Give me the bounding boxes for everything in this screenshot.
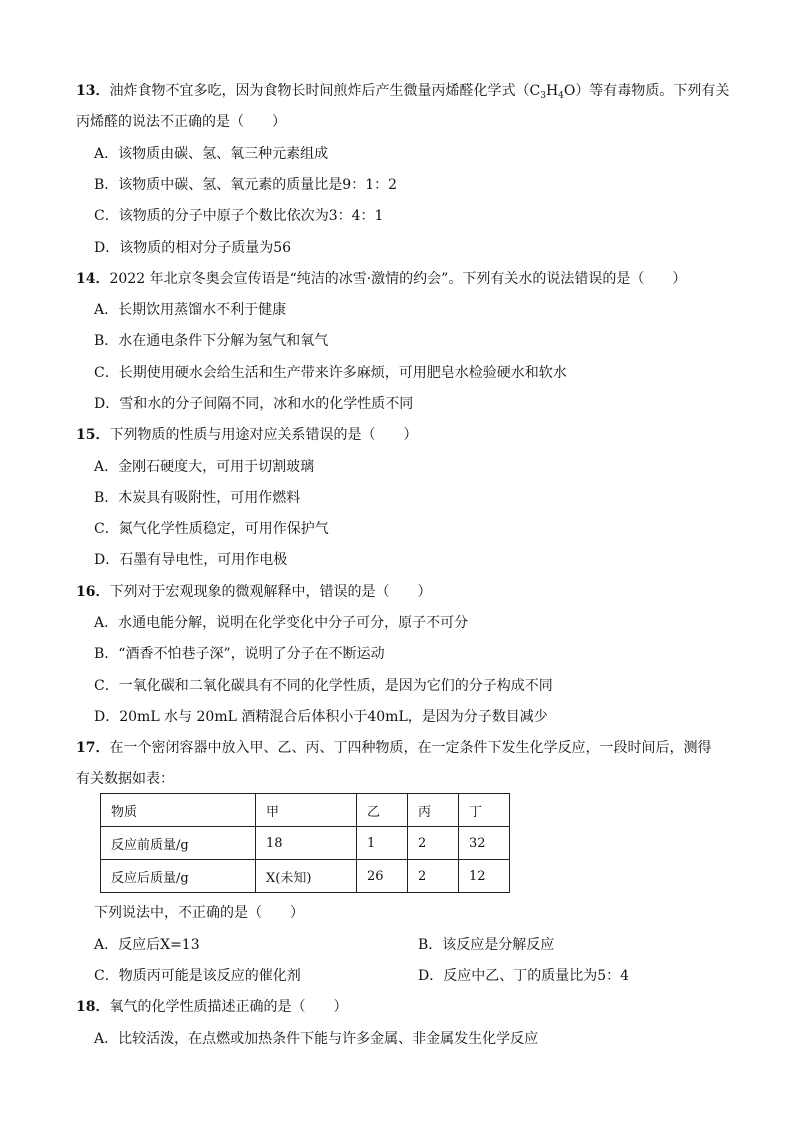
option-b: B．该物质中碳、氢、氧元素的质量比是9：1：2 xyxy=(94,177,398,193)
table-cell: 2 xyxy=(408,860,459,893)
option-c: C．氮气化学性质稳定，可用作保护气 xyxy=(94,521,329,537)
table-cell: 26 xyxy=(357,860,408,893)
option-c: C．物质丙可能是该反应的催化剂 xyxy=(94,968,301,984)
question-16-line1: 16．下列对于宏观现象的微观解释中，错误的是（ ） xyxy=(76,584,432,600)
question-number: 13． xyxy=(76,83,110,99)
option-d: D．石墨有导电性，可用作电极 xyxy=(94,552,288,568)
table-cell: 18 xyxy=(256,827,357,860)
question-number: 17． xyxy=(76,740,110,756)
option-a: A．金刚石硬度大，可用于切割玻璃 xyxy=(94,459,315,475)
table-cell: 32 xyxy=(459,827,510,860)
question-13-line2: 丙烯醛的说法不正确的是（ ） xyxy=(76,114,286,130)
option-d: D．该物质的相对分子质量为56 xyxy=(94,240,292,256)
table-header-cell: 甲 xyxy=(256,794,357,827)
option-c: C．长期使用硬水会给生活和生产带来许多麻烦，可用肥皂水检验硬水和软水 xyxy=(94,365,567,381)
table-cell: 1 xyxy=(357,827,408,860)
question-17-prompt: 下列说法中，不正确的是（ ） xyxy=(94,905,304,921)
table-header-cell: 丙 xyxy=(408,794,459,827)
table-cell: 2 xyxy=(408,827,459,860)
option-a: A．比较活泼，在点燃或加热条件下能与许多金属、非金属发生化学反应 xyxy=(94,1031,539,1047)
question-18-line1: 18．氧气的化学性质描述正确的是（ ） xyxy=(76,999,348,1015)
option-a: A．长期饮用蒸馏水不利于健康 xyxy=(94,302,287,318)
option-d: D．反应中乙、丁的质量比为5：4 xyxy=(418,968,630,984)
option-b: B．“酒香不怕巷子深”，说明了分子在不断运动 xyxy=(94,646,385,662)
option-b: B．水在通电条件下分解为氢气和氧气 xyxy=(94,333,329,349)
option-b: B．木炭具有吸附性，可用作燃料 xyxy=(94,490,301,506)
table-cell: 12 xyxy=(459,860,510,893)
table-header-row xyxy=(101,794,510,827)
table-cell: 反应后质量/g xyxy=(101,860,256,893)
table-header-cell: 丁 xyxy=(459,794,510,827)
table-cell: X(未知) xyxy=(256,860,357,893)
option-c: C．一氧化碳和二氧化碳具有不同的化学性质，是因为它们的分子构成不同 xyxy=(94,678,553,694)
data-table xyxy=(100,793,510,893)
question-number: 14． xyxy=(76,271,110,287)
table-cell: 反应前质量/g xyxy=(101,827,256,860)
question-number: 15． xyxy=(76,427,110,443)
option-a: A．水通电能分解，说明在化学变化中分子可分，原子不可分 xyxy=(94,615,469,631)
option-c: C．该物质的分子中原子个数比依次为3：4：1 xyxy=(94,208,384,224)
table-header-cell: 乙 xyxy=(357,794,408,827)
option-b: B．该反应是分解反应 xyxy=(418,937,555,953)
table-row xyxy=(101,860,510,893)
option-a: A．反应后X=13 xyxy=(94,937,200,953)
table-header-cell: 物质 xyxy=(101,794,256,827)
question-17-line2: 有关数据如表： xyxy=(76,771,174,787)
option-d: D．20mL 水与 20mL 酒精混合后体积小于40mL，是因为分子数目减少 xyxy=(94,709,548,725)
option-a: A．该物质由碳、氢、氧三种元素组成 xyxy=(94,146,329,162)
table-row xyxy=(101,827,510,860)
question-17-line1: 17．在一个密闭容器中放入甲、乙、丙、丁四种物质，在一定条件下发生化学反应，一段时间后，测得 xyxy=(76,740,712,756)
question-15-line1: 15．下列物质的性质与用途对应关系错误的是（ ） xyxy=(76,427,418,443)
question-number: 18． xyxy=(76,999,110,1015)
question-13-line1: 13．油炸食物不宜多吃，因为食物长时间煎炸后产生微量丙烯醛化学式$(C_3H_4O)$等有毒物质。下列有关 xyxy=(76,83,730,101)
option-d: D．雪和水的分子间隔不同，冰和水的化学性质不同 xyxy=(94,396,414,412)
question-14-line1: 14．2022 年北京冬奥会宣传语是“纯洁的冰雪·激情的约会”。下列有关水的说法错误的是（ ） xyxy=(76,271,687,287)
question-number: 16． xyxy=(76,584,110,600)
